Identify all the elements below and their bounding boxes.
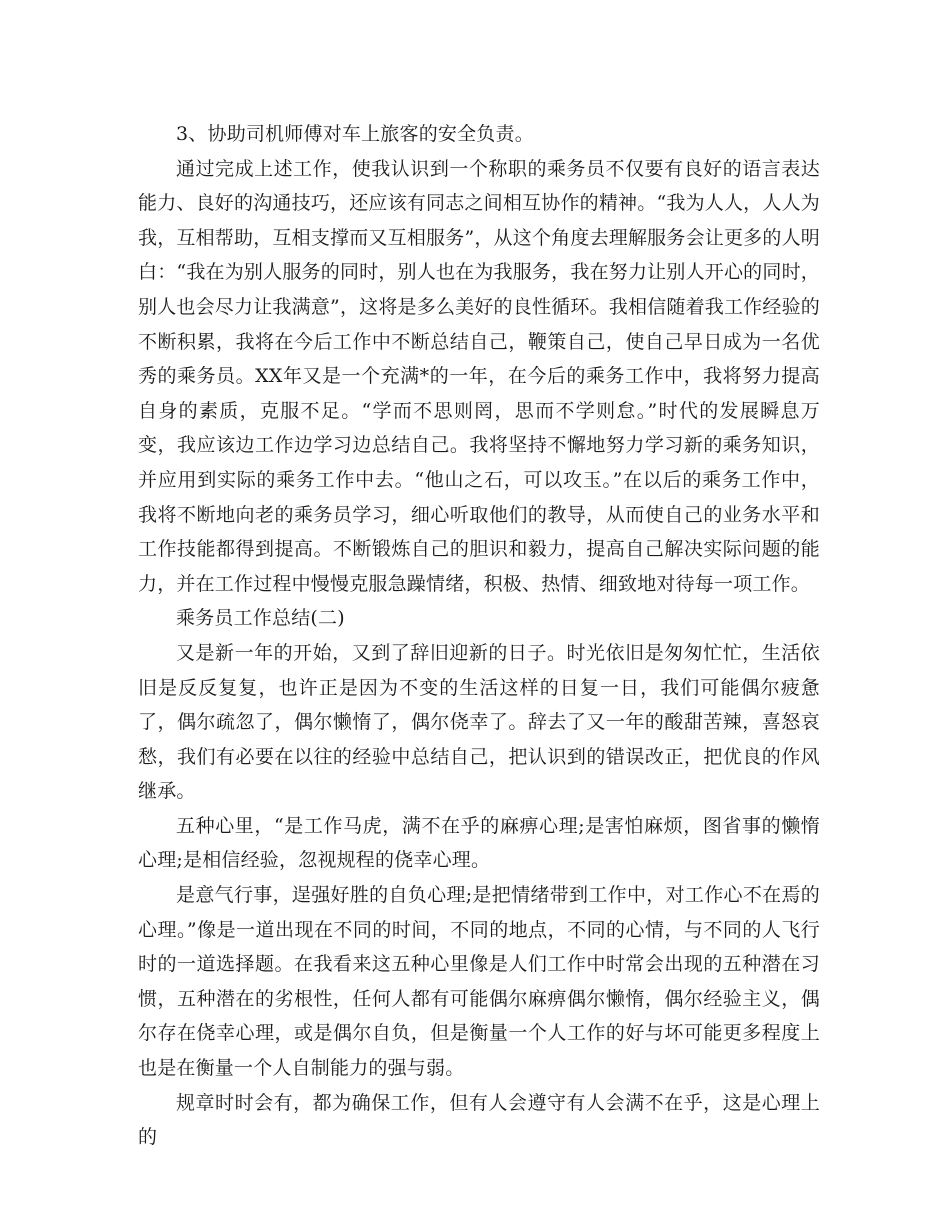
document-body bbox=[138, 117, 820, 1155]
paragraph-duty-3: 3、协助司机师傅对车上旅客的安全负责。 bbox=[176, 123, 534, 145]
paragraph-regulations: 规章时时会有，都为确保工作，但有人会遵守有人会满不在乎，这是心理上的 bbox=[138, 1091, 820, 1149]
paragraph-self-control: 是意气行事，逞强好胜的自负心理;是把情绪带到工作中，对工作心不在焉的心理。”像是一道出现在不同的时间，不同的地点，不同的心情，与不同的人飞行时的一道选择题。在我看来这五种心里像是人们工作中时常会出现的五种潜在习惯，五种潜在的劣根性，任何人都有可能偶尔麻痹偶尔懒惰，偶尔经验主义，偶尔存在侥幸心理，或是偶尔自负，但是衡量一个人工作的好与坏可能更多程度上也是在衡量一个人自制能力的强与弱。 bbox=[138, 884, 820, 1080]
paragraph-reflection: 通过完成上述工作，使我认识到一个称职的乘务员不仅要有良好的语言表达能力、良好的沟通技巧，还应该有同志之间相互协作的精神。“我为人人，人人为我，互相帮助，互相支撑而又互相服务”，从这个角度去理解服务会让更多的人明白：“我在为别人服务的同时，别人也在为我服务，我在努力让别人开心的同时，别人也会尽力让我满意”，这将是多么美好的良性循环。我相信随着我工作经验的不断积累，我将在今后工作中不断总结自己，鞭策自己，使自己早日成为一名优秀的乘务员。XX年又是一个充满*的一年，在今后的乘务工作中，我将努力提高自身的素质，克服不足。“学而不思则罔，思而不学则怠。”时代的发展瞬息万变，我应该边工作边学习边总结自己。我将坚持不懈地努力学习新的乘务知识，并应用到实际的乘务工作中去。“他山之石，可以攻玉。”在以后的乘务工作中，我将不断地向老的乘务员学习，细心听取他们的教导，从而使自己的业务水平和工作技能都得到提高。不断锻炼自己的胆识和毅力，提高自己解决实际问题的能力，并在工作过程中慢慢克服急躁情绪，积极、热情、细致地对待每一项工作。 bbox=[138, 157, 820, 595]
paragraph-five-mentalities: 五种心里，“是工作马虎，满不在乎的麻痹心理;是害怕麻烦，图省事的懒惰心理;是相信经验，忽视规程的侥幸心理。 bbox=[138, 814, 820, 872]
section-heading-summary-2: 乘务员工作总结(二) bbox=[176, 607, 345, 630]
paragraph-new-year: 又是新一年的开始，又到了辞旧迎新的日子。时光依旧是匆匆忙忙，生活依旧是反反复复，也许正是因为不变的生活这样的日复一日，我们可能偶尔疲惫了，偶尔疏忽了，偶尔懒惰了，偶尔侥幸了。辞去了又一年的酸甜苦辣，喜怒哀愁，我们有必要在以往的经验中总结自己，把认识到的错误改正，把优良的作风继承。 bbox=[138, 641, 820, 803]
